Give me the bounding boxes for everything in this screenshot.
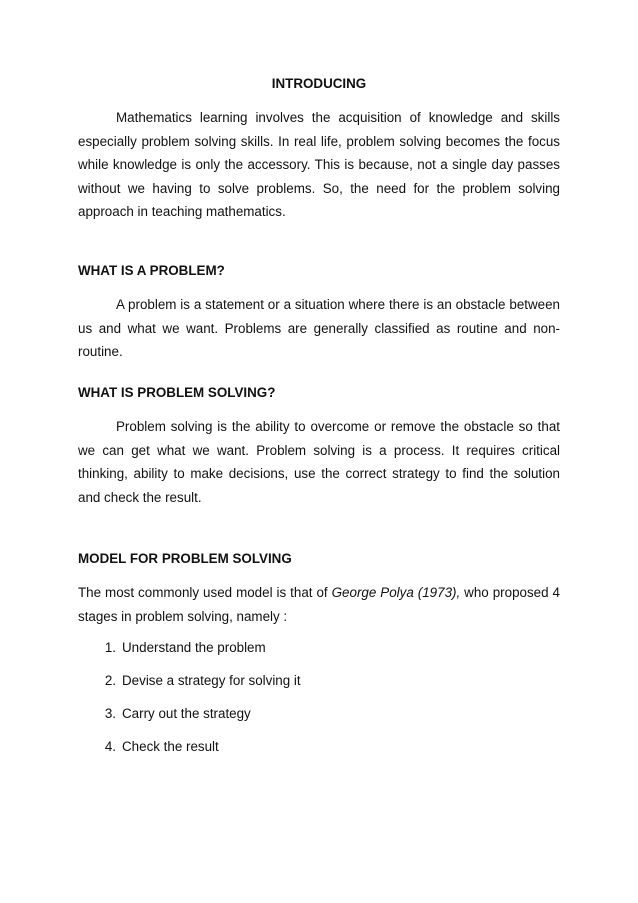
model-text-before: The most commonly used model is that of (78, 585, 332, 600)
list-item-number: 4. (104, 739, 116, 754)
section-heading-problem: WHAT IS A PROBLEM? (78, 263, 225, 278)
section-body-problem: A problem is a statement or a situation where there is an obstacle between us and what we want. Problems are generally classified as routine and non-routine. (78, 297, 560, 359)
section-body-problem-solving: Problem solving is the ability to overcome or remove the obstacle so that we can get what we want. Problem solving is a process. It requires critical thinking, ability to make decisions, use the correct strategy to find the solution and check the result. (78, 419, 560, 505)
list-item (78, 739, 219, 754)
list-item-text: Devise a strategy for solving it (122, 673, 301, 688)
list-item-number: 2. (104, 673, 116, 688)
document-title: INTRODUCING (271, 76, 367, 91)
list-item-text: Understand the problem (122, 640, 266, 655)
list-item-text: Carry out the strategy (122, 706, 251, 721)
list-item (78, 640, 266, 655)
list-item-number: 1. (104, 640, 116, 655)
section-heading-model: MODEL FOR PROBLEM SOLVING (78, 551, 292, 566)
model-text-after: who proposed 4 stages in problem solving, namely : (78, 585, 560, 624)
list-item-text: Check the result (122, 739, 219, 754)
section-heading-problem-solving: WHAT IS PROBLEM SOLVING? (78, 385, 276, 400)
list-item-number: 3. (104, 706, 116, 721)
model-author-citation: George Polya (1973), (331, 585, 461, 600)
list-item (78, 706, 251, 721)
section-body-model (78, 581, 560, 628)
list-item (78, 673, 301, 688)
intro-paragraph: Mathematics learning involves the acquisition of knowledge and skills especially problem solving skills. In real life, problem solving becomes the focus while knowledge is only the accessory. This is because, not a single day passes without we having to solve problems. So, the need for the problem solving approach in teaching mathematics. (78, 110, 560, 219)
